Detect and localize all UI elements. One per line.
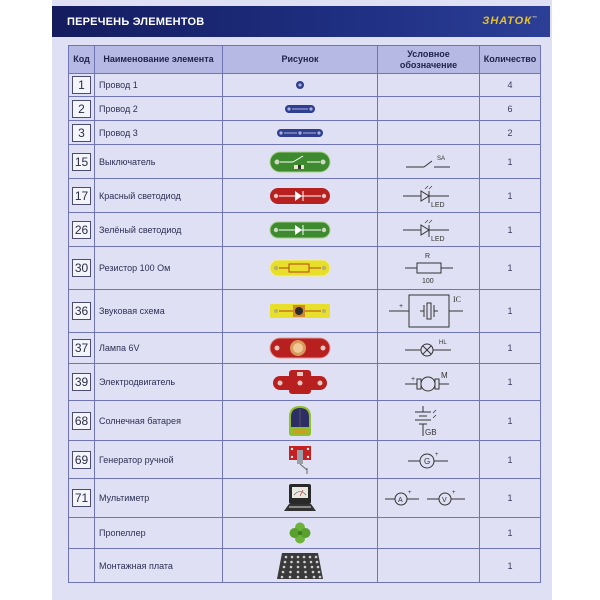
name-cell: Красный светодиод [95, 179, 223, 213]
symbol-cell [378, 145, 480, 179]
red-led-module-icon [269, 187, 331, 205]
table-header-row [69, 46, 541, 74]
wire-1-icon [295, 80, 305, 90]
column-header-quantity: Количество [480, 46, 541, 74]
code-badge: 1 [72, 76, 91, 94]
table-row [69, 333, 541, 364]
code-badge: 30 [72, 259, 91, 277]
column-header-picture: Рисунок [223, 46, 378, 74]
switch-module-icon [269, 151, 331, 173]
code-cell [69, 549, 95, 583]
lamp-symbol [401, 336, 457, 360]
svg-text:100: 100 [421, 278, 434, 285]
code-badge: 15 [72, 153, 91, 171]
sound-circuit-module-icon [269, 303, 331, 319]
quantity-cell: 2 [480, 121, 541, 145]
wire-2-icon [284, 104, 316, 114]
picture-cell [223, 333, 378, 364]
mounting-board-icon [276, 552, 324, 580]
code-cell [69, 97, 95, 121]
quantity-cell: 1 [480, 479, 541, 518]
green-led-module-icon [269, 221, 331, 239]
picture-cell [223, 179, 378, 213]
picture-cell [223, 213, 378, 247]
brand-logo-text: ЗНАТОК [482, 15, 532, 27]
table-row [69, 213, 541, 247]
svg-text:SA: SA [436, 155, 445, 162]
table-row [69, 97, 541, 121]
svg-text:A: A [397, 497, 403, 504]
lamp-module-icon [269, 337, 331, 359]
led-symbol [401, 183, 457, 209]
svg-text:LED: LED [430, 235, 445, 243]
symbol-cell [378, 479, 480, 518]
table-row [69, 401, 541, 441]
header-banner [52, 6, 550, 37]
led-symbol [401, 217, 457, 243]
svg-text:LED: LED [430, 201, 445, 209]
table-row [69, 290, 541, 333]
quantity-cell: 1 [480, 441, 541, 479]
quantity-cell: 1 [480, 333, 541, 364]
symbol-cell [378, 441, 480, 479]
svg-text:+: + [451, 490, 456, 496]
generator-symbol [404, 449, 454, 471]
table-row [69, 364, 541, 401]
symbol-cell [378, 518, 480, 549]
ammeter-voltmeter-symbol [383, 487, 475, 509]
symbol-cell [378, 247, 480, 290]
code-cell [69, 518, 95, 549]
table-row [69, 145, 541, 179]
symbol-cell [378, 401, 480, 441]
picture-cell [223, 145, 378, 179]
name-cell: Генератор ручной [95, 441, 223, 479]
picture-cell [223, 121, 378, 145]
motor-symbol [401, 369, 457, 395]
picture-cell [223, 74, 378, 97]
quantity-cell: 1 [480, 179, 541, 213]
multimeter-icon [283, 483, 317, 513]
picture-cell [223, 401, 378, 441]
picture-cell [223, 247, 378, 290]
svg-text:IC: IC [452, 295, 461, 304]
code-badge: 37 [72, 339, 91, 357]
code-badge: 26 [72, 221, 91, 239]
quantity-cell: 6 [480, 97, 541, 121]
symbol-cell [378, 74, 480, 97]
quantity-cell: 1 [480, 145, 541, 179]
quantity-cell: 1 [480, 213, 541, 247]
picture-cell [223, 441, 378, 479]
svg-text:R: R [424, 253, 430, 260]
table-row [69, 441, 541, 479]
name-cell: Солнечная батарея [95, 401, 223, 441]
svg-text:GB: GB [424, 427, 437, 437]
wire-3-icon [276, 128, 324, 138]
switch-symbol [404, 152, 454, 172]
motor-module-icon [272, 369, 328, 395]
svg-text:V: V [441, 497, 447, 504]
name-cell: Лампа 6V [95, 333, 223, 364]
code-cell [69, 145, 95, 179]
symbol-cell [378, 213, 480, 247]
picture-cell [223, 549, 378, 583]
code-badge: 36 [72, 302, 91, 320]
code-cell [69, 247, 95, 290]
code-badge: 3 [72, 124, 91, 142]
table-row [69, 479, 541, 518]
picture-cell [223, 290, 378, 333]
column-header-code: Код [69, 46, 95, 74]
name-cell: Пропеллер [95, 518, 223, 549]
code-cell [69, 290, 95, 333]
table-row [69, 179, 541, 213]
code-badge: 17 [72, 187, 91, 205]
quantity-cell: 1 [480, 247, 541, 290]
code-cell [69, 121, 95, 145]
code-cell [69, 74, 95, 97]
code-cell [69, 333, 95, 364]
quantity-cell: 1 [480, 364, 541, 401]
ic-symbol [387, 291, 471, 331]
propeller-icon [289, 522, 311, 544]
name-cell: Выключатель [95, 145, 223, 179]
quantity-cell: 1 [480, 549, 541, 583]
resistor-symbol [399, 249, 459, 287]
code-badge: 68 [72, 412, 91, 430]
svg-text:+: + [407, 490, 412, 496]
symbol-cell [378, 549, 480, 583]
picture-cell [223, 97, 378, 121]
trademark-mark: ™ [532, 15, 538, 22]
brand-logo [482, 15, 538, 27]
code-cell [69, 441, 95, 479]
code-cell [69, 479, 95, 518]
code-cell [69, 364, 95, 401]
code-badge: 71 [72, 489, 91, 507]
quantity-cell: 4 [480, 74, 541, 97]
symbol-cell [378, 97, 480, 121]
quantity-cell: 1 [480, 401, 541, 441]
name-cell: Провод 3 [95, 121, 223, 145]
column-header-name: Наименование элемента [95, 46, 223, 74]
name-cell: Звуковая схема [95, 290, 223, 333]
name-cell: Монтажная плата [95, 549, 223, 583]
quantity-cell: 1 [480, 518, 541, 549]
solar-cell-symbol [407, 404, 451, 438]
name-cell: Резистор 100 Ом [95, 247, 223, 290]
resistor-module-icon [269, 259, 331, 277]
symbol-cell [378, 333, 480, 364]
name-cell: Зелёный светодиод [95, 213, 223, 247]
picture-cell [223, 518, 378, 549]
hand-generator-icon [287, 444, 313, 476]
code-badge: 69 [72, 451, 91, 469]
table-row [69, 518, 541, 549]
table-row [69, 74, 541, 97]
code-cell [69, 213, 95, 247]
table-row [69, 549, 541, 583]
solar-battery-icon [287, 405, 313, 437]
code-cell [69, 401, 95, 441]
svg-text:+: + [410, 376, 415, 383]
name-cell: Провод 2 [95, 97, 223, 121]
symbol-cell [378, 179, 480, 213]
svg-text:+: + [398, 303, 403, 310]
symbol-cell [378, 121, 480, 145]
code-badge: 39 [72, 373, 91, 391]
svg-text:HL: HL [438, 340, 447, 346]
components-table [68, 45, 541, 583]
table-row [69, 247, 541, 290]
picture-cell [223, 364, 378, 401]
svg-text:+: + [434, 451, 439, 458]
name-cell: Провод 1 [95, 74, 223, 97]
page-title: ПЕРЕЧЕНЬ ЭЛЕМЕНТОВ [67, 16, 205, 28]
table-row [69, 121, 541, 145]
code-cell [69, 179, 95, 213]
name-cell: Мультиметр [95, 479, 223, 518]
picture-cell [223, 479, 378, 518]
symbol-cell [378, 290, 480, 333]
column-header-symbol: Условное обозначение [378, 46, 480, 74]
svg-text:G: G [423, 456, 430, 466]
name-cell: Электродвигатель [95, 364, 223, 401]
symbol-cell [378, 364, 480, 401]
svg-text:M: M [440, 371, 448, 380]
code-badge: 2 [72, 100, 91, 118]
quantity-cell: 1 [480, 290, 541, 333]
